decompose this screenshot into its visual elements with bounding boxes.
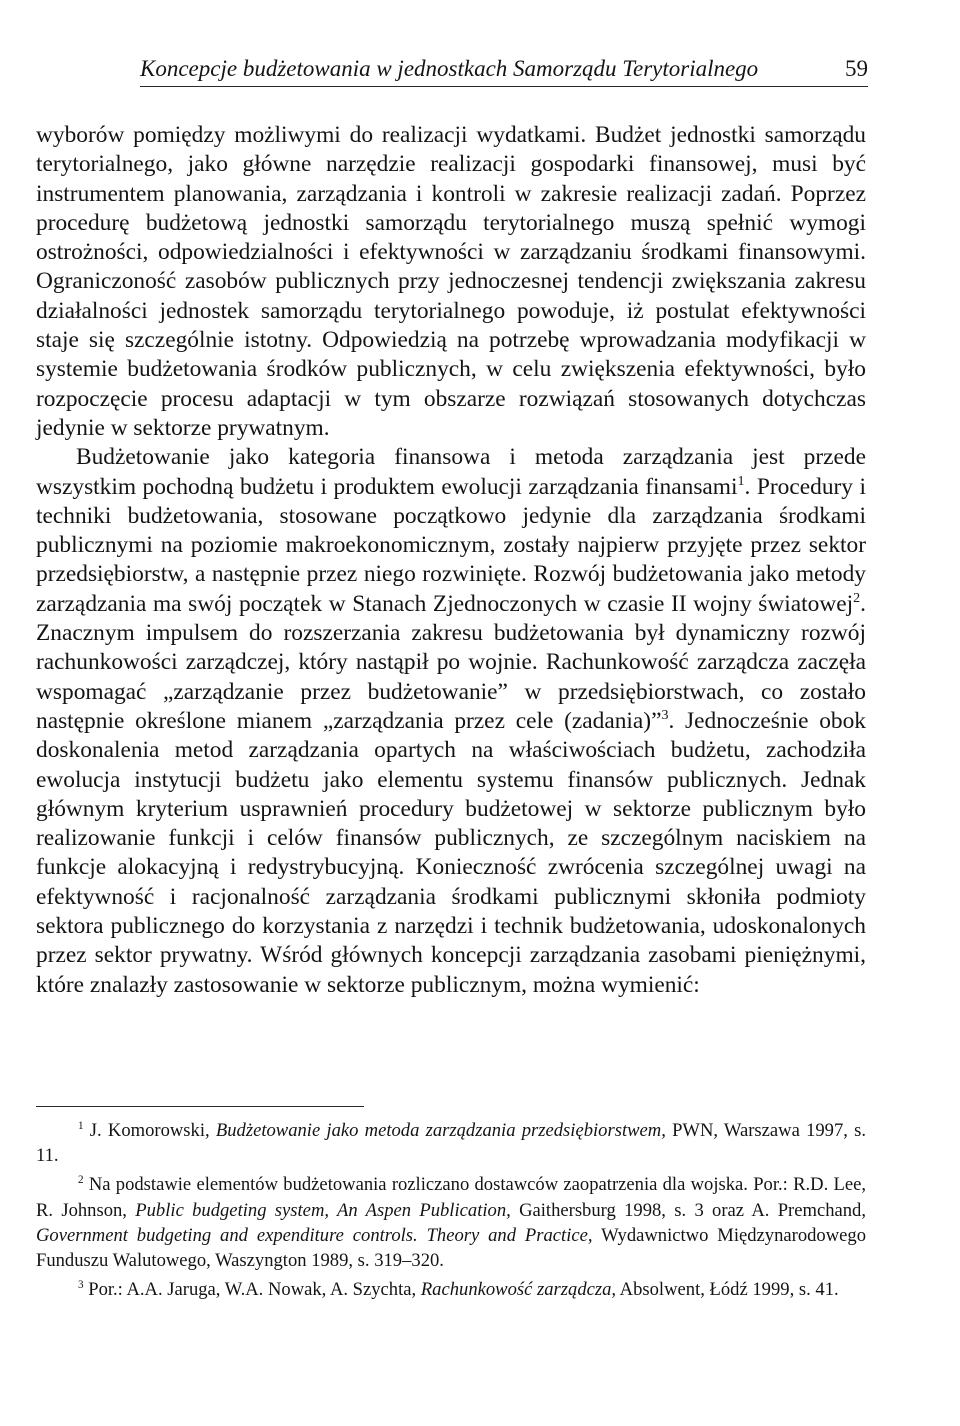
italic-title: Government budgeting and expenditure controls. Theory and Practice, [36, 1224, 593, 1246]
text-run: . Jednocześnie obok doskonalenia metod zarządzania opartych na właściwościach budżetu, zachodziła ewolucja instytucji budżetu jako elementu systemu finansów publicznych. Jednak głównym kryterium usprawnień procedury budżetowej w sektorze publicznym było realizowanie funkcji i celów finansów publicznych, ze szczególnym naciskiem na funkcje alokacyjną i redystrybucyjną. Konieczność zwrócenia szczególnej uwagi na efektywność i racjonalność zarządzania środkami publicznymi skłoniła podmioty sektora publicznego do korzystania z narzędzi i technik budżetowania, udoskonalonych przez sektor prywatny. Wśród głównych koncepcji zarządzania zasobami pieniężnymi, które znalazły zastosowanie w sektorze publicznym, można wymienić: [36, 707, 866, 998]
footnote-separator [36, 1106, 364, 1107]
running-header [140, 52, 868, 87]
footnote-ref: 2 [853, 589, 861, 606]
body-text [36, 121, 866, 1000]
text-run: Wydawnictwo Międzynarodowego Funduszu Walutowego, Waszyngton 1989, s. 319–320. [36, 1224, 866, 1272]
page-number: 59 [845, 56, 868, 81]
footnote [36, 1277, 866, 1302]
running-title: Koncepcje budżetowania w jednostkach Samorządu Terytorialnego [140, 56, 759, 81]
text-run: Gaithersburg 1998, s. 3 oraz A. Premchand, [510, 1199, 866, 1221]
footnotes [36, 1118, 866, 1306]
footnote-number: 3 [78, 1279, 84, 1292]
text-run: wyborów pomiędzy możliwymi do realizacji wydatkami. Budżet jednostki samorządu terytorialnego, jako główne narzędzie realizacji gospodarki finansowej, musi być instrumentem planowania, zarządzania i kontroli w zakresie realizacji zadań. Poprzez procedurę budżetową jednostki samorządu terytorialnego muszą spełnić wymogi ostrożności, odpowiedzialności i efektywności w zarządzaniu środkami finansowymi. Ograniczoność zasobów publicznych przy jednoczesnej tendencji zwiększania zakresu działalności jednostek samorządu terytorialnego powoduje, iż postulat efektywności staje się szczególnie istotny. Odpowiedzią na potrzebę wprowadzania modyfikacji w systemie budżetowania środków publicznych, w celu zwiększenia efektywności, było rozpoczęcie procesu adaptacji w tym obszarze rozwiązań stosowanych dotychczas jedynie w sektorze prywatnym. [36, 122, 866, 441]
footnote-number: 1 [78, 1119, 84, 1132]
italic-title: Rachunkowość zarządcza, [420, 1279, 617, 1301]
text-run: Absolwent, Łódź 1999, s. 41. [616, 1279, 839, 1301]
text-run: PWN, Warszawa 1997, s. 11. [36, 1120, 867, 1167]
body-paragraph [36, 121, 866, 443]
body-paragraph [36, 443, 866, 1000]
text-run: Budżetowanie jako kategoria finansowa i metoda zarządzania jest przede wszystkim pochodną budżetu i produktem ewolucji zarządzania finansami [36, 444, 866, 500]
footnote-number: 2 [78, 1174, 84, 1187]
text-run: Na podstawie elementów budżetowania rozliczano dostawców zaopatrzenia dla wojska. Por.: R.D. Lee, R. Johnson, [36, 1174, 866, 1221]
italic-title: Budżetowanie jako metoda zarządzania przedsiębiorstwem, [215, 1120, 666, 1141]
footnote [36, 1172, 866, 1273]
footnote [36, 1118, 866, 1168]
text-run: . Procedury i techniki budżetowania, stosowane początkowo jedynie dla zarządzania środkami publicznymi na poziomie makroekonomicznym, zostały najpierw przyjęte przez sektor przedsiębiorstw, a następnie przez niego rozwinięte. Rozwój budżetowania jako metody zarządzania ma swój początek w Stanach Zjednoczonych w czasie II wojny światowej [36, 473, 866, 617]
italic-title: Public budgeting system, An Aspen Publication, [135, 1199, 511, 1221]
footnote-ref: 3 [661, 707, 669, 724]
text-run: J. Komorowski, [83, 1120, 216, 1141]
text-run: . Znacznym impulsem do rozszerzania zakresu budżetowania był dynamiczny rozwój rachunkowości zarządczej, który nastąpił po wojnie. Rachunkowość zarządcza zaczęła wspomagać „zarządzanie przez budżetowanie” w przedsiębiorstwach, co zostało następnie określone mianem „zarządzania przez cele (zadania)” [36, 590, 866, 734]
text-run: Por.: A.A. Jaruga, W.A. Nowak, A. Szychta, [83, 1279, 421, 1301]
footnote-ref: 1 [737, 472, 745, 489]
